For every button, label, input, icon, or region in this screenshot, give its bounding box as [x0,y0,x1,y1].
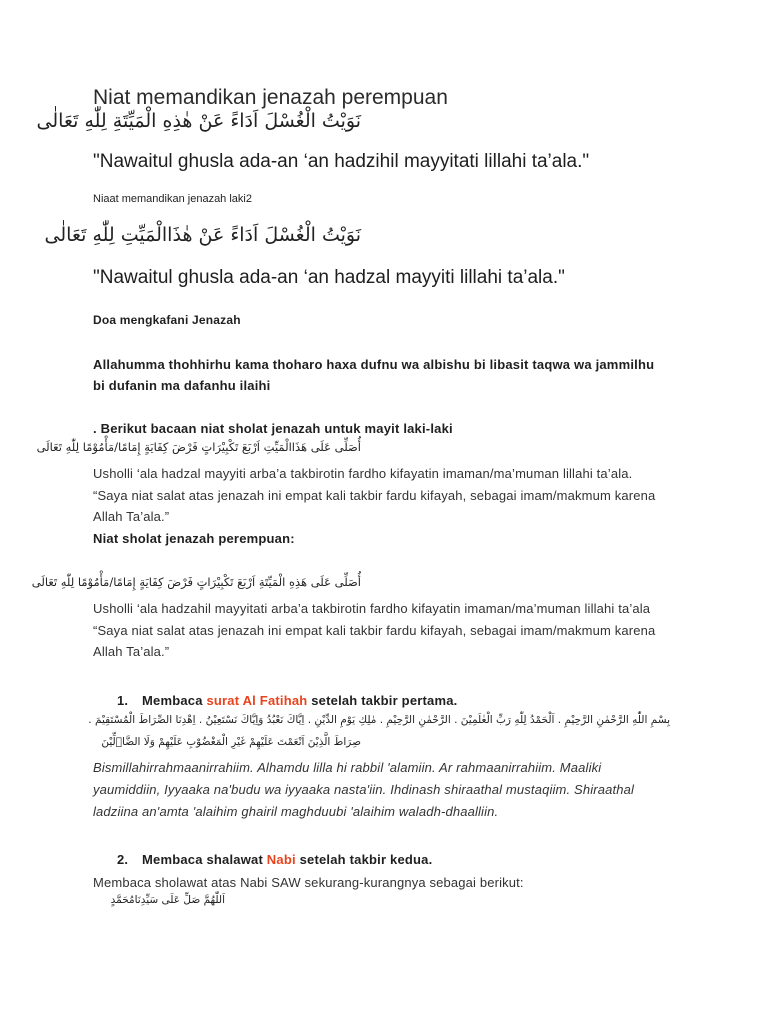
step-2-prefix: Membaca shalawat [142,852,267,867]
arabic-sholat-perempuan: أُصَلِّى عَلَى هَذِهِ الْمَيِّتَةِ اَرْبَعَ تَكْبِيْرَاتٍ فَرْضَ كِفَايَةٍ إِمَامًا/مَأْمُوْمًا لِلّٰهِ تَعَالَى [31,575,361,589]
latin-niat-perempuan: "Nawaitul ghusla ada-an ‘an hadzihil mayyitati lillahi ta’ala." [93,151,590,172]
arabic-shalawat: اَللّٰهُمَّ صَلِّ عَلَى سَيِّدِنَامُحَمَّدٍ [110,894,225,906]
step-2-body: Membaca sholawat atas Nabi SAW sekurang-kurangnya sebagai berikut: [93,875,524,890]
step-1-suffix: setelah takbir pertama. [307,693,458,708]
heading-sholat-perempuan: Niat sholat jenazah perempuan: [93,531,295,546]
step-1-number: 1. [117,693,129,708]
step-1-prefix: Membaca [142,693,207,708]
latin-fatihah-2: yaumiddiin, Iyyaaka na'budu wa iyyaaka nasta'iin. Ihdinash shiraathal mustaqiim. Shiraathal [93,782,635,797]
arabic-niat-perempuan: نَوَيْتُ الْغُسْلَ اَدَاءً عَنْ هٰذِهِ الْمَيِّتَةِ لِلّٰهِ تَعَالٰى [36,110,361,132]
latin-fatihah-3: ladziina an'amta 'alaihim ghairil maghduubi 'alaihim waladh-dhaalliin. [93,804,499,819]
step-2-highlight: Nabi [266,852,296,867]
translation-sholat-perempuan-2: Allah Ta’ala.” [93,644,170,659]
heading-sholat-laki: . Berikut bacaan niat sholat jenazah untuk mayit laki-laki [93,421,453,436]
translation-sholat-perempuan-1: “Saya niat salat atas jenazah ini empat kali takbir fardu kifayah, sebagai imam/makmum karena [93,623,656,638]
step-2-number: 2. [117,852,129,867]
arabic-sholat-laki: أُصَلِّى عَلَى هَذَاالْمَيِّتِ اَرْبَعَ تَكْبِيْرَاتٍ فَرْضَ كِفَايَةٍ إِمَامًا/مَأْمُوْمًا لِلّٰهِ تَعَالَى [36,440,361,454]
translation-sholat-laki-1: “Saya niat salat atas jenazah ini empat kali takbir fardu kifayah, sebagai imam/makmum karena [93,488,656,503]
page-title: Niat memandikan jenazah perempuan [93,86,448,109]
arabic-niat-laki: نَوَيْتُ الْغُسْلَ اَدَاءً عَنْ هٰذَاالْمَيِّتِ لِلّٰهِ تَعَالٰى [44,224,361,246]
latin-niat-laki: "Nawaitul ghusla ada-an ‘an hadzal mayyiti lillahi ta’ala." [93,267,565,288]
step-1-highlight: surat Al Fatihah [206,693,308,708]
latin-sholat-laki: Usholli ‘ala hadzal mayyiti arba’a takbirotin fardho kifayatin imaman/ma’muman lillahi ta’ala. [93,466,633,481]
latin-fatihah-1: Bismillahirrahmaanirrahiim. Alhamdu lilla hi rabbil 'alamiin. Ar rahmaanirrahiim. Maaliki [93,760,602,775]
step-2-heading [117,852,432,867]
translation-sholat-laki-2: Allah Ta’ala.” [93,509,170,524]
heading-niat-laki: Niaat memandikan jenazah laki2 [93,193,252,205]
step-2-suffix: setelah takbir kedua. [295,852,433,867]
mengkafani-line-1: Allahumma thohhirhu kama thoharo haxa dufnu wa albishu bi libasit taqwa wa jammilhu [93,357,655,372]
step-1-heading [117,693,457,708]
arabic-fatihah-2: صِرَاطَ الَّذِيْنَ اَنْعَمْتَ عَلَيْهِمْ غَيْرِ الْمَغْضُوْبِ عَلَيْهِمْ وَلَا الضَّاۤلِّيْنَ [101,736,361,748]
arabic-fatihah-1: بِسْمِ اللّٰهِ الرَّحْمٰنِ الرَّحِيْمِ . اَلْحَمْدُ لِلّٰهِ رَبِّ الْعٰلَمِيْنَ . الرَّحْمٰنِ الرَّحِيْمِ . مٰلِكِ يَوْمِ الدِّيْنِ . اِيَّاكَ نَعْبُدُ وَاِيَّاكَ نَسْتَعِيْنُ . اِهْدِنَا الصِّرَاطَ الْمُسْتَقِيْمَ . [88,714,670,726]
latin-sholat-perempuan: Usholli ‘ala hadzahil mayyitati arba’a takbirotin fardho kifayatin imaman/ma’muman lillahi ta’ala [93,601,651,616]
heading-mengkafani: Doa mengkafani Jenazah [93,313,241,327]
mengkafani-line-2: bi dufanin ma dafanhu ilaihi [93,378,271,393]
